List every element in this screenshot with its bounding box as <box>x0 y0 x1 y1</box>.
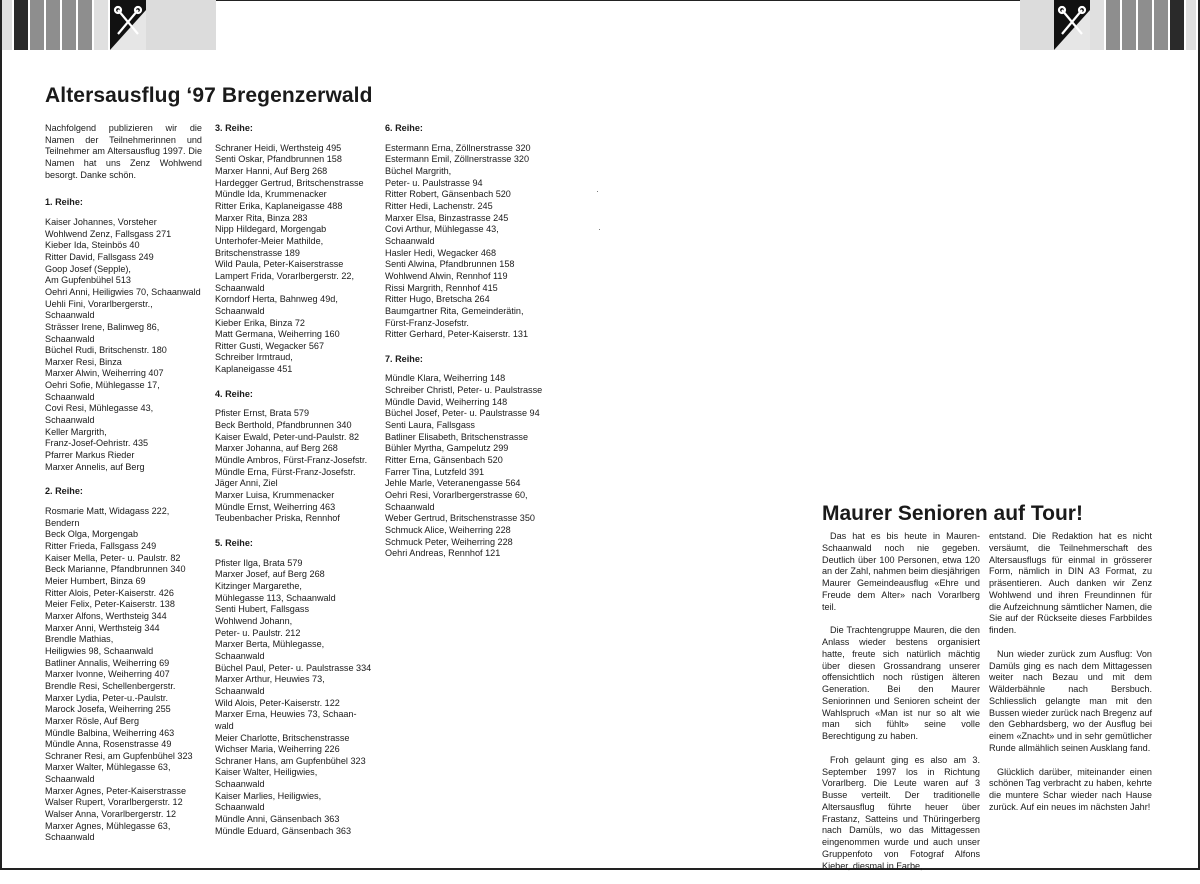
participant-entry: Schaanwald <box>45 391 95 402</box>
participant-entry: Schaanwald <box>215 650 265 661</box>
participant-entry: Mündle Anni, Gänsenbach 363 <box>215 814 340 825</box>
deco-stripe <box>2 0 14 50</box>
participant-entry: Batliner Elisabeth, Britschenstrasse <box>385 431 529 442</box>
participant-entry: Schaanwald <box>45 832 95 843</box>
list-column-3 <box>385 123 565 560</box>
left-header-decoration <box>2 0 216 50</box>
participant-entry: Schraner Hans, am Gupfenbühel 323 <box>215 755 366 766</box>
participant-entry: Wild Paula, Peter-Kaiserstrasse <box>215 259 344 270</box>
participant-entry: Meier Felix, Peter-Kaiserstr. 138 <box>45 599 175 610</box>
participant-entry: Schaanwald <box>215 685 265 696</box>
participant-entry: Marxer Rita, Binza 283 <box>215 212 308 223</box>
page-border-left <box>0 0 2 870</box>
participant-entry: Marxer Josef, auf Berg 268 <box>215 569 325 580</box>
participant-entry: Mündle Ida, Krummenacker <box>215 189 327 200</box>
deco-stripe <box>1106 0 1122 50</box>
participant-entry: Ritter Hedi, Lachenstr. 245 <box>385 200 493 211</box>
section-heading: 6. Reihe: <box>385 123 423 133</box>
participant-entry: Matt Germana, Weiherring 160 <box>215 329 340 340</box>
participant-entry: Estermann Erna, Zöllnerstrasse 320 <box>385 142 531 153</box>
list-column-2 <box>215 123 380 837</box>
participant-entry: Mündle David, Weiherring 148 <box>385 396 508 407</box>
participant-entry: Büchel Rudi, Britschenstr. 180 <box>45 345 167 356</box>
participant-entry: Farrer Tina, Lutzfeld 391 <box>385 466 485 477</box>
stray-mark: · <box>596 186 599 196</box>
participant-entry: Schaanwald <box>215 802 265 813</box>
deco-stripe <box>1138 0 1154 50</box>
participant-entry: Bendern <box>45 517 80 528</box>
participant-entry: Mündle Anna, Rosenstrasse 49 <box>45 739 172 750</box>
participant-entry: Rosmarie Matt, Widagass 222, <box>45 506 170 517</box>
participant-entry: Covi Arthur, Mühlegasse 43, <box>385 224 499 235</box>
participant-entry: Brendle Resi, Schellenbergerstr. <box>45 680 176 691</box>
participant-entry: Marxer Johanna, auf Berg 268 <box>215 443 338 454</box>
participant-entry: Weber Gertrud, Britschenstrasse 350 <box>385 513 535 524</box>
participant-entry: wald <box>215 720 234 731</box>
participant-entry: Beck Berthold, Pfandbrunnen 340 <box>215 420 352 431</box>
section-heading: 4. Reihe: <box>215 388 253 399</box>
article-column-1 <box>822 531 980 884</box>
deco-stripe <box>46 0 62 50</box>
row-section <box>45 197 202 473</box>
section-heading: 1. Reihe: <box>45 197 83 208</box>
participant-entry: Ritter Gusti, Wegacker 567 <box>215 340 325 351</box>
deco-stripe <box>1090 0 1106 50</box>
participant-entry: Kaiser Marlies, Heiligwies, <box>215 790 322 801</box>
participant-entry: Ritter Erika, Kaplaneigasse 488 <box>215 200 343 211</box>
participant-entry: Covi Resi, Mühlegasse 43, <box>45 403 154 414</box>
participant-entry: Lampert Frida, Vorarlbergerstr. 22, <box>215 270 354 281</box>
participant-entry: Uehli Fini, Vorarlbergerstr., <box>45 298 153 309</box>
participant-entry: Mündle Eduard, Gänsenbach 363 <box>215 825 351 836</box>
participant-entry: Brendle Mathias, <box>45 634 114 645</box>
participant-entry: Ritter Robert, Gänsenbach 520 <box>385 189 511 200</box>
article-paragraph: Glücklich darüber, miteinander einen schönen Tag verbracht zu haben, kehrte die muntere Schar wieder nach Hause zurück. Auf ein neues im nächsten Jahr! <box>989 766 1152 812</box>
stray-mark: · <box>598 224 601 234</box>
deco-fill <box>146 0 216 50</box>
row-section <box>385 354 565 560</box>
participant-entry: Schmuck Peter, Weiherring 228 <box>385 536 513 547</box>
participant-entry: Senti Laura, Fallsgass <box>385 420 475 431</box>
participant-entry: Büchel Paul, Peter- u. Paulstrasse 334 <box>215 662 372 673</box>
participant-entry: Wohlwend Johann, <box>215 615 293 626</box>
section-heading: 2. Reihe: <box>45 486 83 497</box>
participant-entry: Kaplaneigasse 451 <box>215 364 293 375</box>
participant-entry: Schaanwald <box>45 774 95 785</box>
row-section <box>215 538 380 837</box>
article-title: Maurer Senioren auf Tour! <box>822 502 1083 525</box>
participant-entry: Teubenbacher Priska, Rennhof <box>215 513 340 524</box>
row-section <box>385 123 565 341</box>
participant-entry: Heiligwies 98, Schaanwald <box>45 645 154 656</box>
participant-entry: Oehri Resi, Vorarlbergerstrasse 60, <box>385 490 528 501</box>
participant-entry: Wohlwend Alwin, Rennhof 119 <box>385 270 508 281</box>
participant-entry: Senti Oskar, Pfandbrunnen 158 <box>215 154 342 165</box>
participant-entry: Mühlegasse 113, Schaanwald <box>215 592 336 603</box>
participant-entry: Marxer Alwin, Weiherring 407 <box>45 368 164 379</box>
article-paragraph: Froh gelaunt ging es also am 3. September 1997 los in Richtung Vorarlberg. Die Leute waren auf 3 Busse verteilt. Der traditionelle Altersausflug führte heuer über Frastanz, Satteins und Thüringerberg nach Damüls, wo das Mittagessen eingenommen wurde und auch unser Gruppenfoto von Fotograf Alfons Kieber, diesmal in Farbe, <box>822 754 980 871</box>
participant-entry: Goop Josef (Sepple), <box>45 263 131 274</box>
participant-entry: Strässer Irene, Balinweg 86, <box>45 321 160 332</box>
participant-entry: Büchel Margrith, <box>385 165 452 176</box>
participant-entry: Walser Anna, Vorarlbergerstr. 12 <box>45 809 177 820</box>
participant-entry: Kaiser Ewald, Peter-und-Paulstr. 82 <box>215 431 360 442</box>
participant-entry: Schmuck Alice, Weiherring 228 <box>385 525 511 535</box>
participant-entry: Mündle Ambros, Fürst-Franz-Josefstr. <box>215 455 368 466</box>
participant-entry: Kieber Ida, Steinbös 40 <box>45 240 140 251</box>
participant-entry: Schaanwald <box>45 310 95 321</box>
participant-entry: Peter- u. Paulstr. 212 <box>215 627 301 638</box>
page-title: Altersausflug ‘97 Bregenzerwald <box>45 84 373 107</box>
participant-entry: Pfarrer Markus Rieder <box>45 450 135 461</box>
participant-entry: Schraner Heidi, Werthsteig 495 <box>215 142 342 153</box>
participant-entry: Ritter Gerhard, Peter-Kaiserstr. 131 <box>385 329 529 340</box>
participant-entry: Ritter Erna, Gänsenbach 520 <box>385 455 503 466</box>
participant-entry: Hasler Hedi, Wegacker 468 <box>385 247 497 258</box>
participant-entry: Marxer Luisa, Krummenacker <box>215 490 335 501</box>
participant-entry: Wild Alois, Peter-Kaiserstr. 122 <box>215 697 340 708</box>
participant-entry: Marxer Lydia, Peter-u.-Paulstr. <box>45 692 168 703</box>
participant-entry: Schreiber Irmtraud, <box>215 352 293 363</box>
participant-entry: Schaanwald <box>215 779 265 790</box>
participant-entry: Mündle Erna, Fürst-Franz-Josefstr. <box>215 466 356 477</box>
participant-entry: Marxer Anni, Werthsteig 344 <box>45 622 160 633</box>
row-section <box>215 389 380 525</box>
participant-entry: Nipp Hildegard, Morgengab <box>215 224 327 235</box>
participant-entry: Baumgartner Rita, Gemeinderätin, <box>385 305 524 316</box>
participant-entry: Oehri Anni, Heiligwies 70, Schaanwald <box>45 286 201 297</box>
participant-entry: Am Gupfenbühel 513 <box>45 275 131 286</box>
participant-entry: Hardegger Gertrud, Britschenstrasse <box>215 177 364 188</box>
participant-entry: Pfister Ilga, Brata 579 <box>215 557 303 568</box>
participant-entry: Bühler Myrtha, Gampelutz 299 <box>385 443 509 454</box>
participant-entry: Jäger Anni, Ziel <box>215 478 278 489</box>
participant-entry: Marxer Rösle, Auf Berg <box>45 715 140 726</box>
participant-entry: Marxer Erna, Heuwies 73, Schaan- <box>215 709 357 720</box>
intro-paragraph: Nachfolgend publizieren wir die Namen der Teilnehmerinnen und Teilnehmer am Altersausflug 1997. Die Namen hat uns Zenz Wohlwend besorgt. Danke schön. <box>45 123 202 180</box>
participant-entry: Marxer Ivonne, Weiherring 407 <box>45 669 170 680</box>
section-heading: 3. Reihe: <box>215 123 253 133</box>
article-paragraph: Die Trachtengruppe Mauren, die den Anlass wieder bestens organisiert hatte, freute sich natürlich mächtig über diesen Grossandrang unserer offensichtlich noch rüstigen älteren Generation. Bei den Maurer Seniorinnen und Senioren scheint der Wahlspruch «Man ist nur so alt wie man sich fühlt» seine volle Berechtigung zu haben. <box>822 625 980 741</box>
participant-entry: Marxer Resi, Binza <box>45 356 122 367</box>
participant-entry: Peter- u. Paulstrasse 94 <box>385 177 483 188</box>
participant-entry: Marxer Alfons, Werthsteig 344 <box>45 610 167 621</box>
participant-entry: Marxer Hanni, Auf Berg 268 <box>215 165 328 176</box>
row-section <box>45 486 202 844</box>
participant-entry: Keller Margrith, <box>45 426 107 437</box>
article-column-2 <box>989 531 1152 826</box>
participant-entry: Pfister Ernst, Brata 579 <box>215 408 310 419</box>
deco-stripe <box>94 0 110 50</box>
participant-entry: Kieber Erika, Binza 72 <box>215 317 305 328</box>
article-paragraph: Das hat es bis heute in Mauren-Schaanwald noch nie gegeben. Deutlich über 100 Personen, etwa 120 an der Zahl, nahmen beim diesjährigen Maurer Gemeindeausflug «Ehre und Freude dem Alter» nach Vorarlberg teil. <box>822 531 980 612</box>
participant-entry: Beck Marianne, Pfandbrunnen 340 <box>45 564 186 575</box>
participant-entry: Walser Rupert, Vorarlbergerstr. 12 <box>45 797 183 808</box>
participant-entry: Franz-Josef-Oehristr. 435 <box>45 438 149 449</box>
participant-entry: Ritter Frieda, Fallsgass 249 <box>45 541 157 551</box>
participant-entry: Mündle Balbina, Weiherring 463 <box>45 727 175 738</box>
participant-entry: Kaiser Johannes, Vorsteher <box>45 216 157 227</box>
section-heading: 7. Reihe: <box>385 353 423 364</box>
right-header-decoration <box>1020 0 1198 50</box>
participant-entry: Britschenstrasse 189 <box>215 247 300 258</box>
article-paragraph: Nun wieder zurück zum Ausflug: Von Damüls ging es nach dem Mittagessen weiter nach Bezau und mit dem Wälderbähnle nach Bersbuch. Schliesslich gelangte man mit den Bussen wieder zurück nach Bregenz auf den Gebhardsberg, wo der Ausflug bei einem «Znacht» und in sehr gemütlicher Runde allmählich seinen Ausklang fand. <box>989 648 1152 753</box>
participant-entry: Kaiser Walter, Heiligwies, <box>215 767 318 778</box>
participant-entry: Wohlwend Zenz, Fallsgass 271 <box>45 228 172 239</box>
participant-entry: Marock Josefa, Weiherring 255 <box>45 704 171 715</box>
participant-entry: Büchel Josef, Peter- u. Paulstrasse 94 <box>385 408 540 419</box>
participant-entry: Senti Hubert, Fallsgass <box>215 604 310 615</box>
crossed-keys-crest-icon <box>1054 0 1090 50</box>
participant-entry: Batliner Annalis, Weiherring 69 <box>45 657 170 668</box>
participant-entry: Schreiber Christl, Peter- u. Paulstrasse <box>385 385 543 396</box>
deco-stripe <box>1170 0 1186 50</box>
deco-stripe <box>1154 0 1170 50</box>
deco-fill <box>1020 0 1054 50</box>
participant-entry: Schraner Resi, am Gupfenbühel 323 <box>45 750 193 761</box>
deco-stripe <box>1122 0 1138 50</box>
deco-stripe <box>14 0 30 50</box>
list-column-1 <box>45 123 202 844</box>
participant-entry: Meier Charlotte, Britschenstrasse <box>215 732 350 743</box>
participant-entry: Rissi Margrith, Rennhof 415 <box>385 282 498 293</box>
deco-stripe <box>1186 0 1198 50</box>
participant-entry: Beck Olga, Morgengab <box>45 529 139 540</box>
participant-entry: Mündle Klara, Weiherring 148 <box>385 373 506 384</box>
participant-entry: Kitzinger Margarethe, <box>215 580 302 591</box>
participant-entry: Marxer Berta, Mühlegasse, <box>215 639 325 650</box>
article-paragraph: entstand. Die Redaktion hat es nicht versäumt, die Teilnehmerschaft des Altersausflugs für einmal in grösserer Form, nämlich in DIN A3 Format, zu präsentieren. Auch danken wir Zenz Wohlwend und ihren Freundinnen für die Aufzeichnung sämtlicher Namen, die Sie auf der Rückseite dieses Farbbildes finden. <box>989 531 1152 635</box>
participant-entry: Jehle Marle, Veteranengasse 564 <box>385 478 521 489</box>
row-section <box>215 123 380 376</box>
participant-entry: Mündle Ernst, Weiherring 463 <box>215 501 336 512</box>
participant-entry: Ritter David, Fallsgass 249 <box>45 251 154 262</box>
deco-stripe <box>78 0 94 50</box>
participant-entry: Kaiser Mella, Peter- u. Paulstr. 82 <box>45 552 181 563</box>
participant-entry: Schaanwald <box>385 501 435 512</box>
deco-stripe <box>62 0 78 50</box>
participant-entry: Schaanwald <box>215 305 265 316</box>
participant-entry: Oehri Sofie, Mühlegasse 17, <box>45 380 160 391</box>
participant-entry: Unterhofer-Meier Mathilde, <box>215 235 324 246</box>
participant-entry: Marxer Agnes, Mühlegasse 63, <box>45 820 171 831</box>
participant-entry: Marxer Arthur, Heuwies 73, <box>215 674 325 685</box>
participant-entry: Marxer Elsa, Binzastrasse 245 <box>385 212 509 223</box>
participant-entry: Oehri Andreas, Rennhof 121 <box>385 548 501 559</box>
participant-entry: Meier Humbert, Binza 69 <box>45 575 146 586</box>
participant-entry: Ritter Alois, Peter-Kaiserstr. 426 <box>45 587 174 598</box>
participant-entry: Marxer Agnes, Peter-Kaiserstrasse <box>45 785 187 796</box>
participant-entry: Estermann Emil, Zöllnerstrasse 320 <box>385 154 530 165</box>
participant-entry: Ritter Hugo, Bretscha 264 <box>385 294 490 305</box>
participant-entry: Schaanwald <box>45 333 95 344</box>
crossed-keys-crest-icon <box>110 0 146 50</box>
participant-entry: Senti Alwina, Pfandbrunnen 158 <box>385 259 515 270</box>
participant-entry: Wichser Maria, Weiherring 226 <box>215 744 340 755</box>
participant-entry: Fürst-Franz-Josefstr. <box>385 317 469 328</box>
participant-entry: Schaanwald <box>385 235 435 246</box>
participant-entry: Schaanwald <box>45 415 95 426</box>
participant-entry: Marxer Walter, Mühlegasse 63, <box>45 762 171 773</box>
section-heading: 5. Reihe: <box>215 538 253 548</box>
participant-entry: Korndorf Herta, Bahnweg 49d, <box>215 294 338 305</box>
deco-stripe <box>30 0 46 50</box>
participant-entry: Schaanwald <box>215 282 265 293</box>
participant-entry: Marxer Annelis, auf Berg <box>45 461 145 472</box>
